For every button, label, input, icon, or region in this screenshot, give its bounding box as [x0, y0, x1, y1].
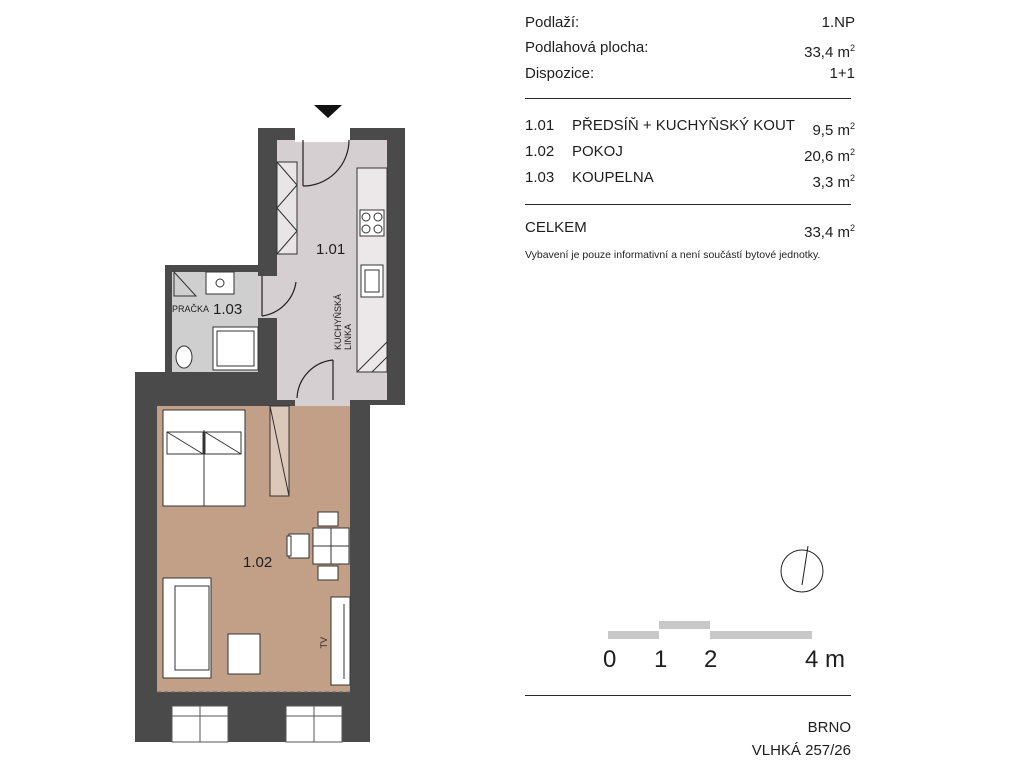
- room-id: 1.01: [525, 117, 555, 134]
- total-label: CELKEM: [525, 219, 587, 236]
- room-area: 3,3 $m^2$: [812, 173, 855, 191]
- entrance-opening: [295, 128, 350, 142]
- tv-label: TV: [319, 637, 329, 649]
- disclaimer-note: Vybavení je pouze informativní a není součástí bytové jednotky.: [525, 249, 821, 261]
- kitchen-counter: [357, 168, 387, 372]
- room-name: KOUPELNA: [572, 169, 654, 186]
- room-area: 20,6 $m^2$: [804, 147, 855, 165]
- double-bed: [163, 410, 245, 506]
- washer-label: PRAČKA: [172, 304, 210, 314]
- scale-label-0: 0: [603, 646, 617, 673]
- room-label-103: 1.03: [213, 301, 243, 318]
- location-street: VLHKÁ 257/26: [751, 742, 851, 759]
- floor-value: 1.NP: [821, 14, 855, 31]
- hall-wardrobe: [277, 162, 297, 254]
- divider: [525, 98, 851, 99]
- coffee-table: [228, 634, 260, 674]
- scale-label-4: 4 m: [805, 646, 846, 673]
- scale-bar: [608, 621, 812, 639]
- total-value: 33,4 $m^2$: [804, 223, 855, 241]
- room-id: 1.03: [525, 169, 555, 186]
- area-value: 33,4 $m^2$: [804, 43, 855, 61]
- scale-label-2: 2: [704, 646, 718, 673]
- room-name: POKOJ: [572, 143, 623, 160]
- sofa: [163, 578, 211, 678]
- room-name: PŘEDSÍŇ + KUCHYŇSKÝ KOUT: [572, 117, 795, 134]
- divider: [525, 204, 851, 205]
- kitchen-counter-label: KUCHYŇSKÁ LINKA: [333, 293, 353, 350]
- room-area: 9,5 $m^2$: [812, 121, 855, 139]
- living-wardrobe: [270, 406, 289, 496]
- area-label: Podlahová plocha:: [525, 39, 649, 56]
- entrance-arrow: [314, 105, 342, 118]
- north-arrow: [781, 546, 823, 592]
- room-label-101: 1.01: [316, 241, 346, 258]
- divider: [525, 695, 851, 696]
- floor-label: Podlaží:: [525, 14, 580, 31]
- scale-label-1: 1: [654, 646, 668, 673]
- location-city: BRNO: [807, 719, 851, 736]
- layout-label: Dispozice:: [525, 65, 595, 82]
- room-label-102: 1.02: [243, 554, 273, 571]
- room-id: 1.02: [525, 143, 555, 160]
- layout-value: 1+1: [829, 65, 855, 82]
- tv-unit: [331, 597, 350, 685]
